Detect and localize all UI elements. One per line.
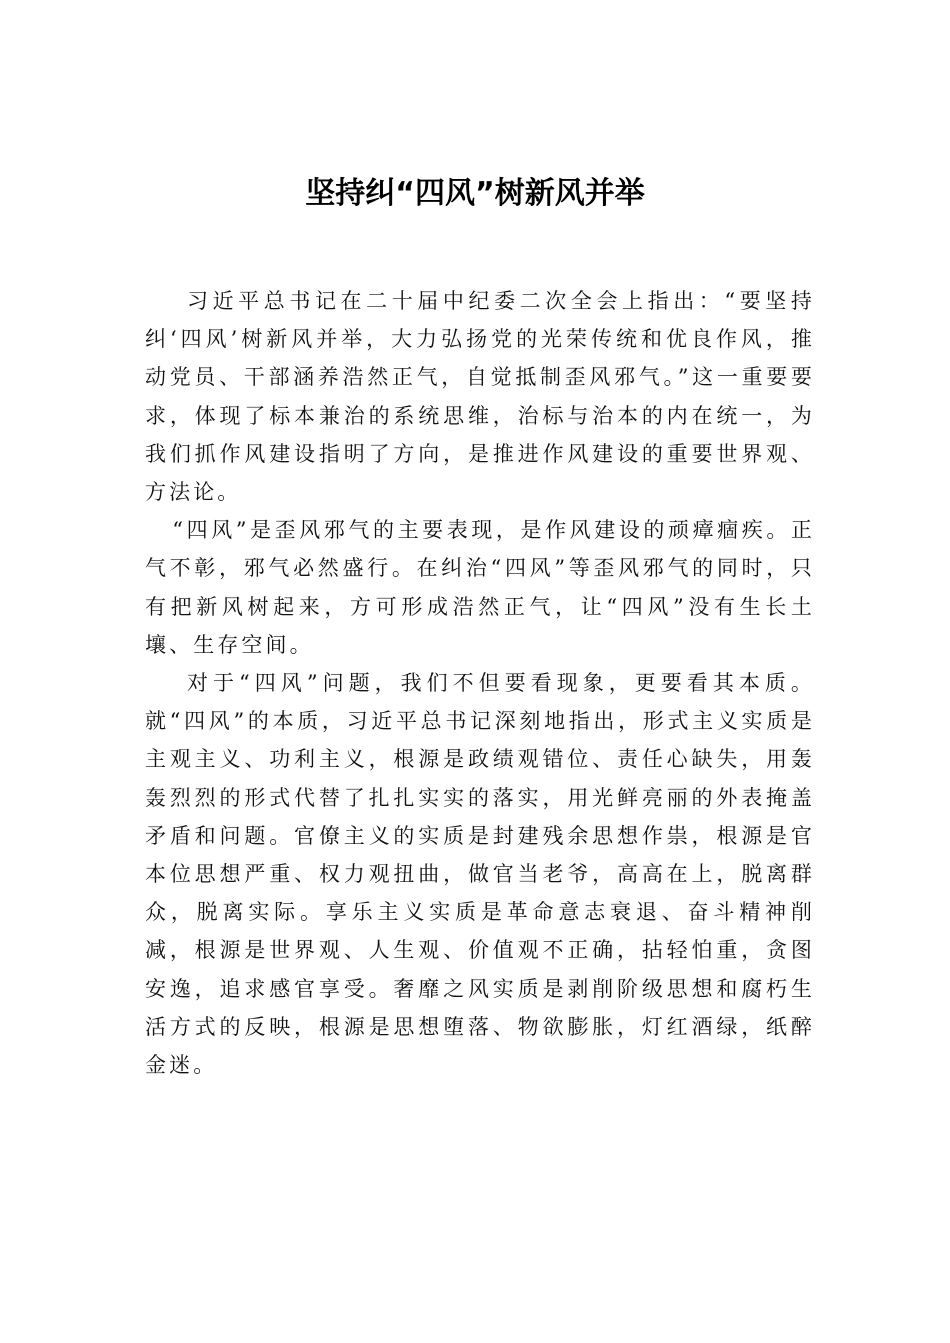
- document-body: [145, 282, 815, 1084]
- document-title: 坚持纠“四风”树新风并举: [305, 176, 645, 211]
- paragraph-1: 习近平总书记在二十届中纪委二次全会上指出：“要坚持纠‘四风’树新风并举，大力弘扬党的光荣传统和优良作风，推动党员、干部涵养浩然正气，自觉抵制歪风邪气。”这一重要要求，体现了标本兼治的系统思维，治标与治本的内在统一，为我们抓作风建设指明了方向，是推进作风建设的重要世界观、方法论。: [145, 289, 815, 505]
- paragraph-3: 对于“四风”问题，我们不但要看现象，更要看其本质。就“四风”的本质，习近平总书记深刻地指出，形式主义实质是主观主义、功利主义，根源是政绩观错位、责任心缺失，用轰轰烈烈的形式代替了扎扎实实的落实，用光鲜亮丽的外表掩盖矛盾和问题。官僚主义的实质是封建残余思想作祟，根源是官本位思想严重、权力观扭曲，做官当老爷，高高在上，脱离群众，脱离实际。享乐主义实质是革命意志衰退、奋斗精神削减，根源是世界观、人生观、价值观不正确，拈轻怕重，贪图安逸，追求感官享受。奢靡之风实质是剥削阶级思想和腐朽生活方式的反映，根源是思想堕落、物欲膨胀，灯红酒绿，纸醉金迷。: [145, 671, 815, 1078]
- paragraph-2: “四风”是歪风邪气的主要表现，是作风建设的顽瘴痼疾。正气不彰，邪气必然盛行。在纠治“四风”等歪风邪气的同时，只有把新风树起来，方可形成浩然正气，让“四风”没有生长土壤、生存空间。: [145, 518, 815, 657]
